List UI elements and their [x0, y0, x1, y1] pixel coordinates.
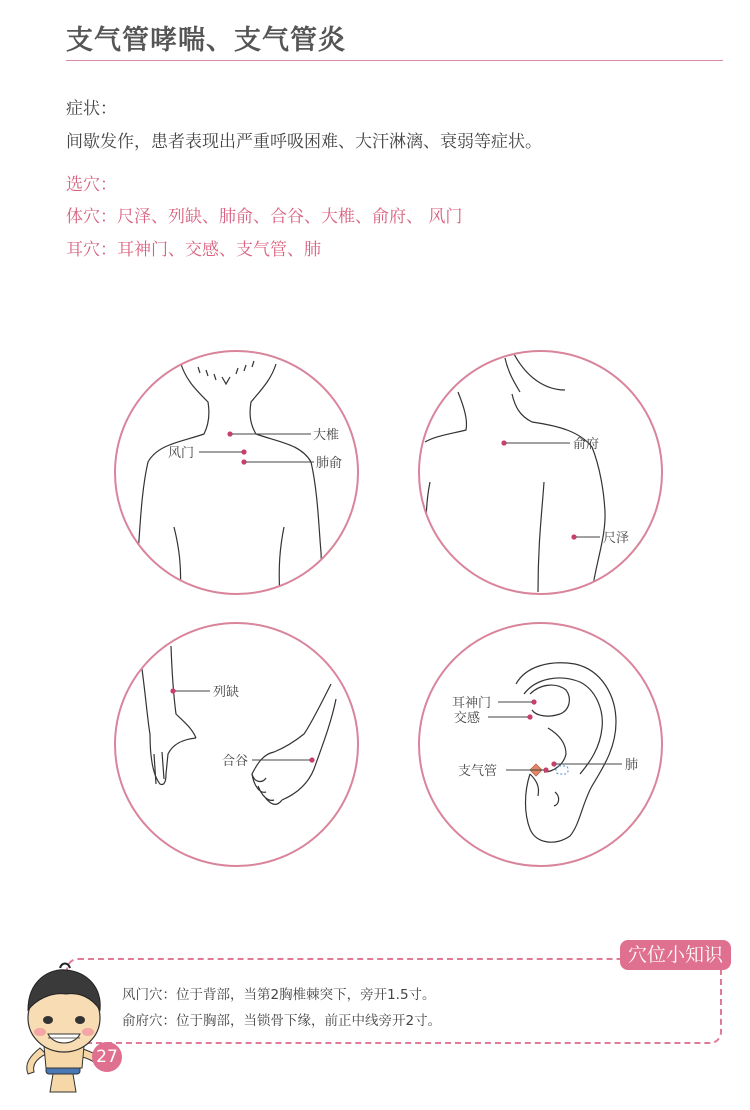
mascot-icon: [10, 960, 120, 1100]
svg-text:俞府: 俞府: [573, 437, 600, 452]
body-points: 体穴：尺泽、列缺、肺俞、合谷、大椎、俞府、 风门: [66, 207, 463, 227]
back-acupoint-figure: [114, 350, 359, 595]
svg-text:肺: 肺: [625, 758, 639, 773]
title-divider: [66, 60, 723, 61]
hand-acupoint-figure: [114, 622, 359, 867]
ear-point-jiaogan: [454, 710, 533, 726]
chest-acupoint-figure: [418, 350, 663, 595]
tip-badge: 穴位小知识: [620, 940, 731, 970]
svg-text:耳神门: 耳神门: [452, 696, 492, 711]
svg-text:风门: 风门: [168, 446, 195, 461]
tip-line-fengmen: 风门穴：位于背部，当第2胸椎棘突下，旁开1.5寸。: [122, 987, 436, 1003]
svg-text:支气管: 支气管: [458, 764, 498, 779]
symptoms-label: 症状：: [66, 99, 117, 119]
svg-text:肺俞: 肺俞: [316, 456, 343, 471]
points-label: 选穴：: [66, 175, 117, 195]
page-title: 支气管哮喘、支气管炎: [66, 25, 346, 56]
hand-point-hegu: [222, 754, 315, 769]
tip-line-shufu: 俞府穴：位于胸部，当锁骨下缘，前正中线旁开2寸。: [122, 1013, 442, 1029]
ear-points: 耳穴：耳神门、交感、支气管、肺: [66, 240, 321, 260]
chest-point-shufu: [501, 436, 599, 452]
ear-acupoint-figure: [418, 622, 663, 867]
svg-text:列缺: 列缺: [213, 685, 240, 700]
back-point-feishu: [241, 455, 342, 471]
page-number: 27: [92, 1042, 122, 1072]
chest-point-chize: [571, 531, 629, 546]
hand-point-lieque: [170, 684, 239, 700]
ear-point-shenmen: [452, 695, 537, 711]
back-point-fengmen: [168, 446, 247, 461]
symptoms-text: 间歇发作，患者表现出严重呼吸困难、大汗淋漓、衰弱等症状。: [66, 132, 542, 152]
back-point-dazhui: [227, 427, 339, 443]
svg-text:合谷: 合谷: [222, 754, 249, 769]
svg-text:交感: 交感: [454, 711, 481, 726]
svg-text:大椎: 大椎: [313, 428, 340, 443]
svg-text:尺泽: 尺泽: [603, 531, 630, 546]
